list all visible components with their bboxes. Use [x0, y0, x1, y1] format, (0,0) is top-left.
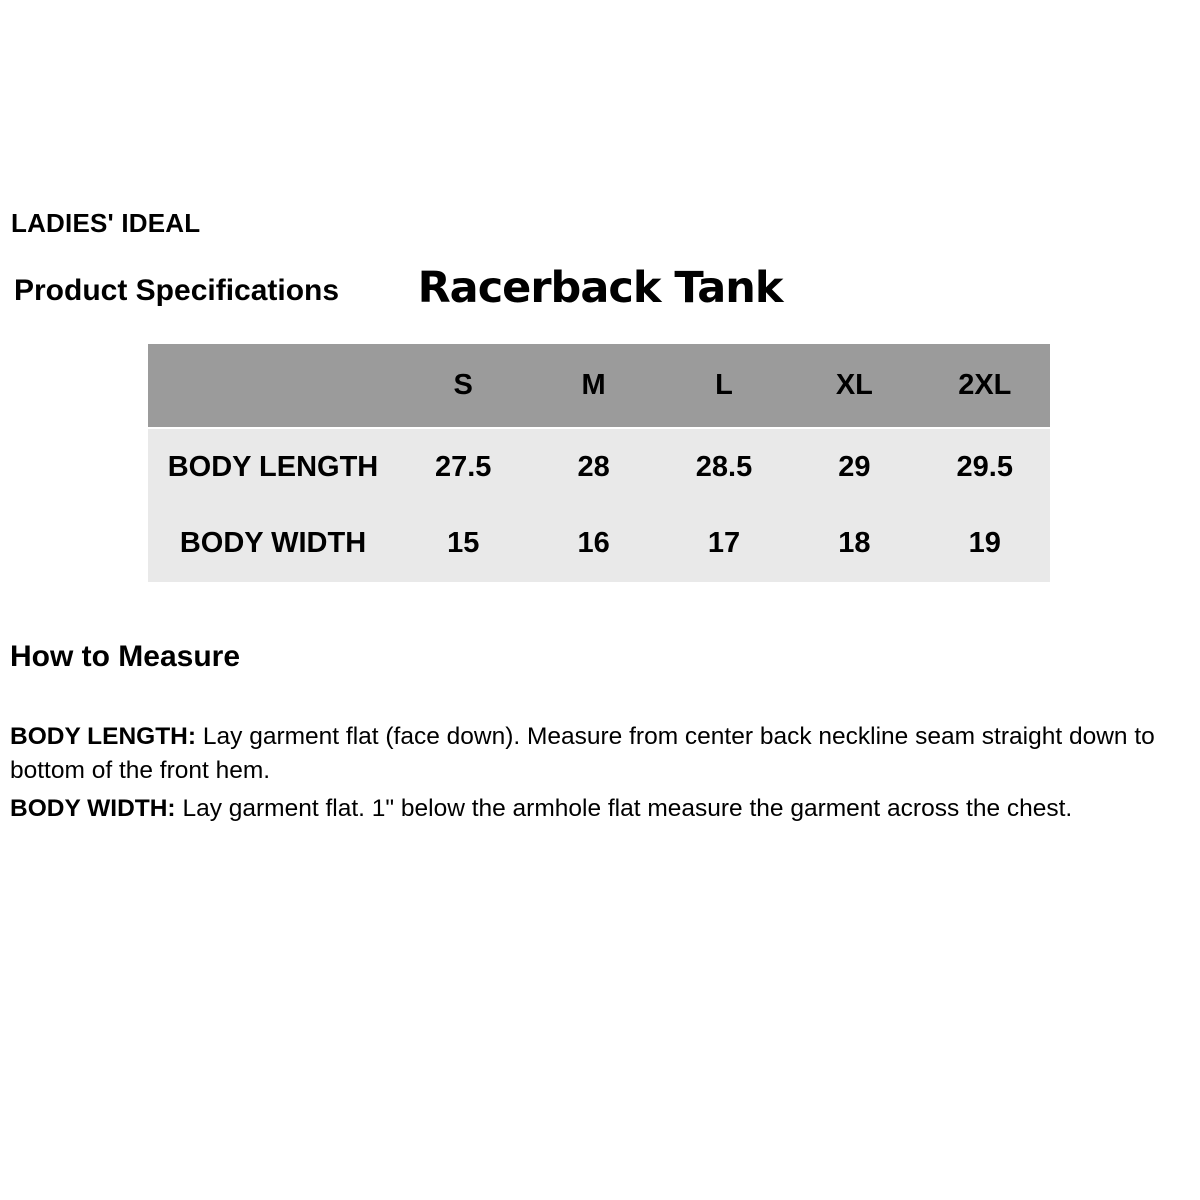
size-value: 16 [577, 527, 610, 559]
size-chart-body [148, 428, 1050, 582]
size-column-header-2xl: 2XL [920, 344, 1050, 428]
size-column-header-s: S [398, 344, 528, 428]
table-row-body-width [148, 505, 1050, 582]
how-to-measure-heading: How to Measure [10, 640, 241, 673]
measure-item-body-length [10, 720, 1196, 788]
row-label: BODY WIDTH [179, 527, 367, 559]
section-title: Product Specifications [14, 274, 340, 307]
row-label: BODY LENGTH [167, 450, 379, 483]
size-chart-header [148, 344, 1050, 428]
size-value: 19 [968, 527, 1001, 559]
size-value: 28 [577, 450, 610, 483]
measure-description: Lay garment flat (face down). Measure from center back neckline seam straight down to bottom of the front hem. [10, 723, 1155, 784]
measure-item-body-width [10, 792, 1196, 826]
size-column-header-l: L [659, 344, 789, 428]
table-row-body-length [148, 428, 1050, 505]
size-chart-corner-cell [148, 344, 398, 428]
brand-title: LADIES' IDEAL [11, 208, 201, 238]
size-value: 15 [447, 527, 480, 559]
size-value: 29.5 [956, 450, 1013, 483]
size-value: 17 [707, 527, 741, 559]
how-to-measure-list [10, 720, 1196, 830]
size-column-header-xl: XL [789, 344, 919, 428]
measure-term: BODY WIDTH: [10, 795, 176, 822]
size-value: 29 [838, 450, 871, 483]
size-chart-table [148, 344, 1050, 582]
measure-term: BODY LENGTH: [10, 723, 197, 750]
size-value: 27.5 [434, 450, 492, 483]
size-chart-header-row [148, 344, 1050, 428]
size-value: 18 [838, 527, 871, 559]
product-title: Racerback Tank [417, 263, 783, 313]
size-column-header-m: M [528, 344, 658, 428]
size-value: 28.5 [695, 450, 753, 483]
measure-description: Lay garment flat. 1" below the armhole flat measure the garment across the chest. [182, 795, 1073, 822]
